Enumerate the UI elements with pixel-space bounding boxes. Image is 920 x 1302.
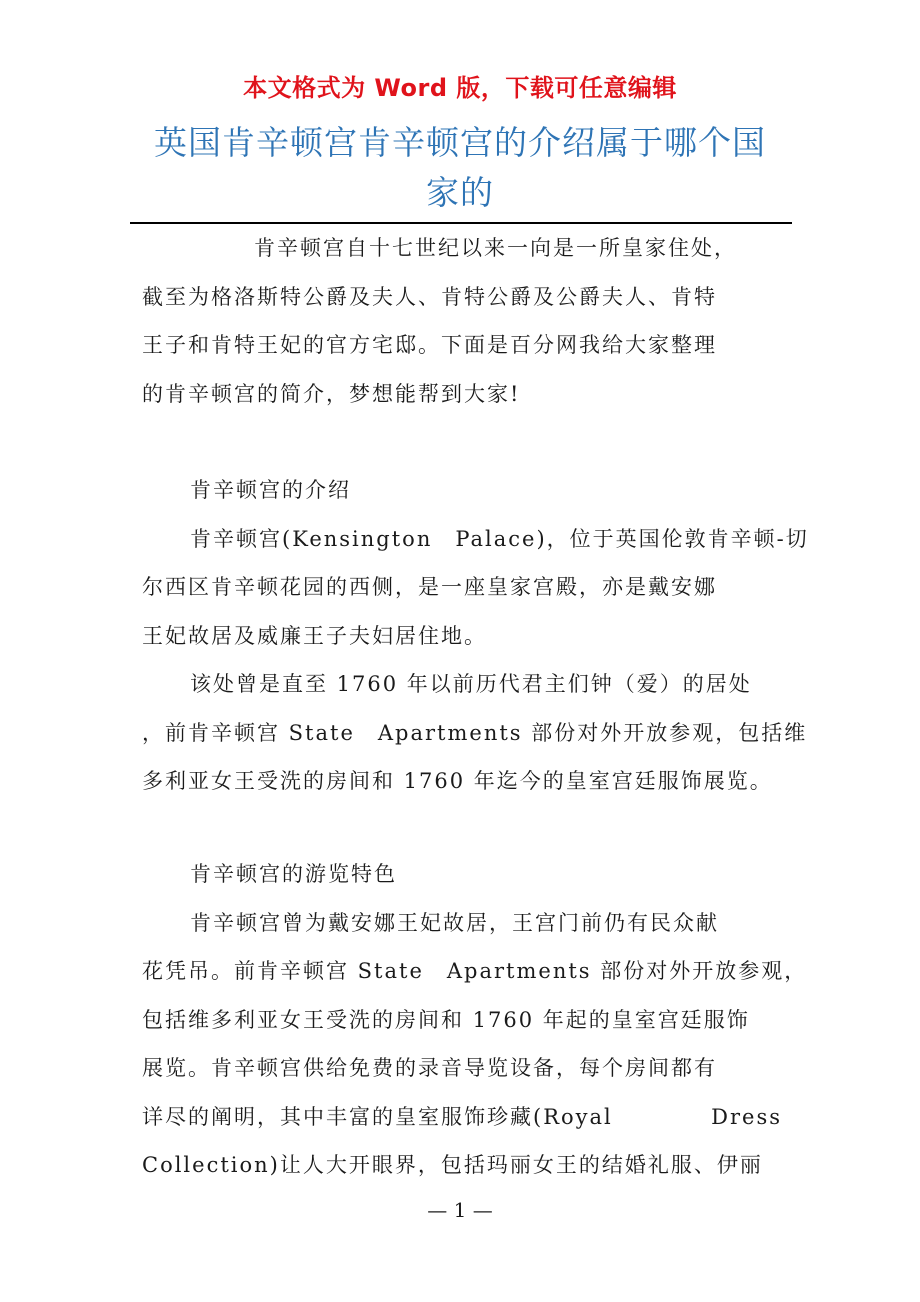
text-line: 该处曾是直至 1760 年以前历代君主们钟（爱）的居处 bbox=[190, 672, 752, 696]
text-line: 包括维多利亚女王受洗的房间和 1760 年起的皇室宫廷服饰 bbox=[142, 1007, 750, 1032]
text-line: 王子和肯特王妃的官方宅邸。下面是百分网我给大家整理 bbox=[142, 333, 717, 357]
text-line: 肯辛顿宫自十七世纪以来一向是一所皇家住处， bbox=[254, 236, 737, 260]
text-line: 尔西区肯辛顿花园的西侧，是一座皇家宫殿，亦是戴安娜 bbox=[142, 575, 717, 599]
section-heading: 肯辛顿宫的游览特色 bbox=[190, 862, 397, 886]
text-line: 王妃故居及威廉王子夫妇居住地。 bbox=[142, 623, 487, 648]
document-title bbox=[140, 118, 780, 218]
text-line: 截至为格洛斯特公爵及夫人、肯特公爵及公爵夫人、肯特 bbox=[142, 284, 717, 309]
title-line-1: 英国肯辛顿宫肯辛顿宫的介绍属于哪个国 bbox=[154, 123, 766, 162]
text-line: ，前肯辛顿宫 State Apartments 部份对外开放参观，包括维 bbox=[142, 720, 808, 745]
text-line: 多利亚女王受洗的房间和 1760 年迄今的皇室宫廷服饰展览。 bbox=[142, 769, 773, 793]
section-heading: 肯辛顿宫的介绍 bbox=[190, 478, 351, 502]
intro-paragraph bbox=[142, 224, 782, 418]
section-features bbox=[142, 850, 808, 1190]
text-line: 展览。肯辛顿宫供给免费的录音导览设备，每个房间都有 bbox=[142, 1056, 717, 1080]
text-line: 的肯辛顿宫的简介，梦想能帮到大家! bbox=[142, 381, 521, 406]
text-line: 花凭吊。前肯辛顿宫 State Apartments 部份对外开放参观， bbox=[142, 959, 808, 983]
text-fragment: 详尽的阐明，其中丰富的皇室服饰珍藏(Royal bbox=[142, 1104, 613, 1129]
section-introduction bbox=[142, 466, 809, 806]
text-line-justified bbox=[142, 1093, 782, 1142]
page-number: — 1 — bbox=[427, 1198, 493, 1222]
word-format-banner: 本文格式为 Word 版，下载可任意编辑 bbox=[243, 74, 677, 102]
text-line: Collection)让人大开眼界，包括玛丽女王的结婚礼服、伊丽 bbox=[142, 1153, 763, 1177]
text-line: 肯辛顿宫(Kensington Palace)，位于英国伦敦肯辛顿-切 bbox=[190, 526, 809, 551]
text-fragment: Dress bbox=[711, 1104, 782, 1129]
text-line: 肯辛顿宫曾为戴安娜王妃故居，王宫门前仍有民众献 bbox=[190, 910, 719, 935]
title-line-2: 家的 bbox=[426, 173, 494, 212]
